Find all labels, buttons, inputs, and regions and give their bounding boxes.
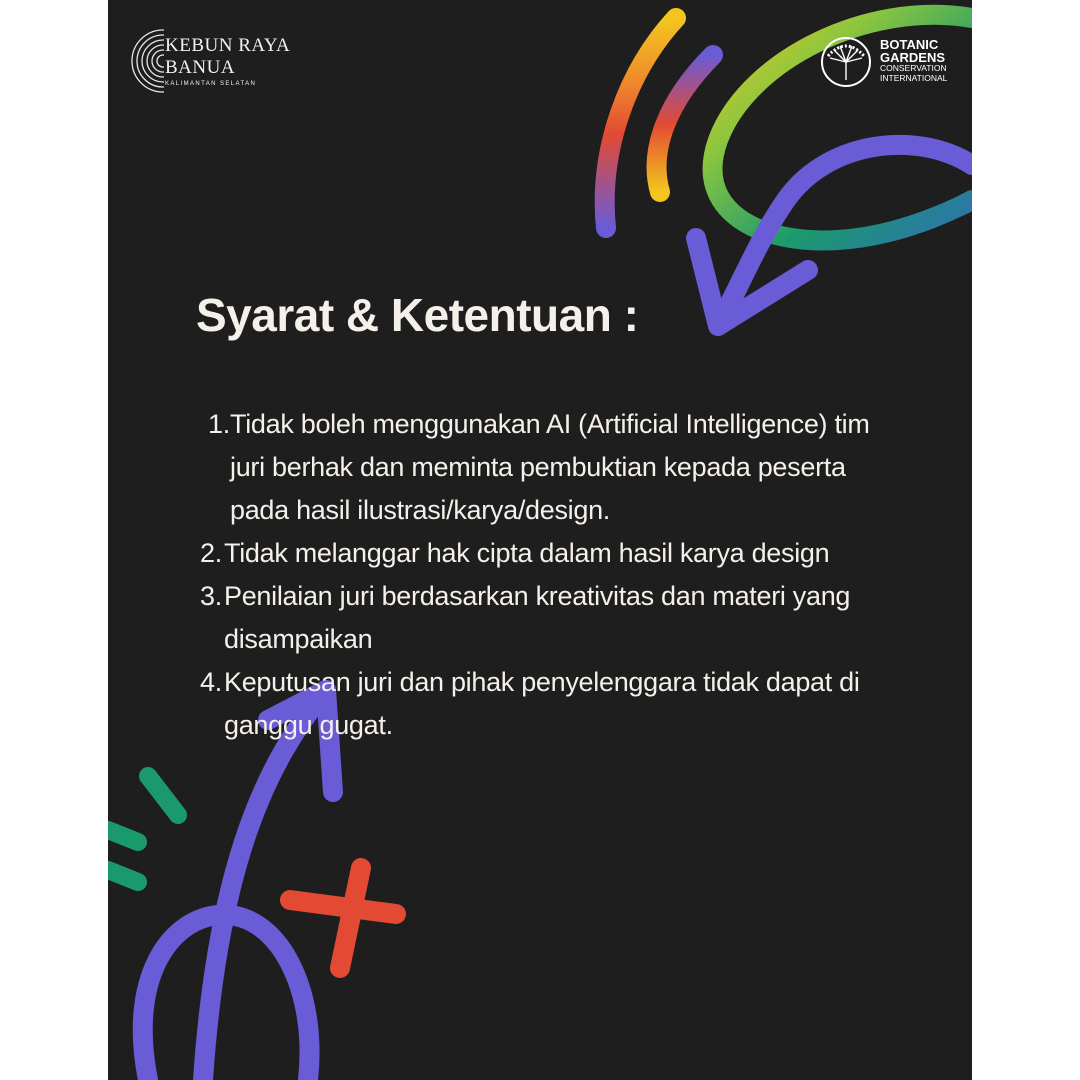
kebun-raya-wordmark — [165, 35, 290, 88]
plus-icon-horizontal — [290, 900, 396, 914]
page-title: Syarat & Ketentuan : — [196, 289, 639, 341]
list-item — [200, 403, 900, 532]
brand-name-line2: BANUA — [165, 57, 236, 78]
botanic-gardens-logo — [820, 36, 970, 92]
bgci-line2: GARDENS — [880, 50, 946, 65]
bgci-line4: INTERNATIONAL — [880, 72, 948, 83]
list-item-number: 4. — [200, 667, 222, 697]
list-item-number: 2. — [200, 538, 222, 568]
fingerprint-emblem-icon — [130, 26, 164, 96]
list-item — [200, 575, 900, 661]
green-dash-1 — [148, 776, 178, 815]
tree-emblem-icon — [820, 36, 872, 88]
bgci-line3: CONSERVATION — [880, 63, 947, 73]
list-item-text: Keputusan juri dan pihak penyelenggara tidak dapat di ganggu gugat. — [224, 667, 860, 740]
brand-region: KALIMANTAN SELATAN — [165, 81, 257, 87]
green-dash-2 — [108, 830, 138, 842]
list-item — [200, 532, 900, 575]
list-item-text: Tidak melanggar hak cipta dalam hasil karya design — [224, 538, 830, 568]
poster — [108, 0, 972, 1080]
list-item-number: 1. — [208, 409, 230, 439]
kebun-raya-banua-logo — [130, 26, 310, 96]
brand-name-line1: KEBUN RAYA — [165, 35, 291, 56]
green-dash-3 — [108, 870, 138, 882]
list-item-number: 3. — [200, 581, 222, 611]
bgci-line1: BOTANIC — [880, 37, 939, 52]
list-item-text: Penilaian juri berdasarkan kreativitas dan materi yang disampaikan — [224, 581, 851, 654]
list-item — [200, 661, 900, 747]
list-item-text: Tidak boleh menggunakan AI (Artificial Intelligence) tim juri berhak dan meminta pembuktian kepada peserta pada hasil ilustrasi/karya/design. — [230, 409, 870, 525]
botanic-gardens-wordmark — [880, 38, 947, 83]
rules-list — [200, 403, 900, 747]
